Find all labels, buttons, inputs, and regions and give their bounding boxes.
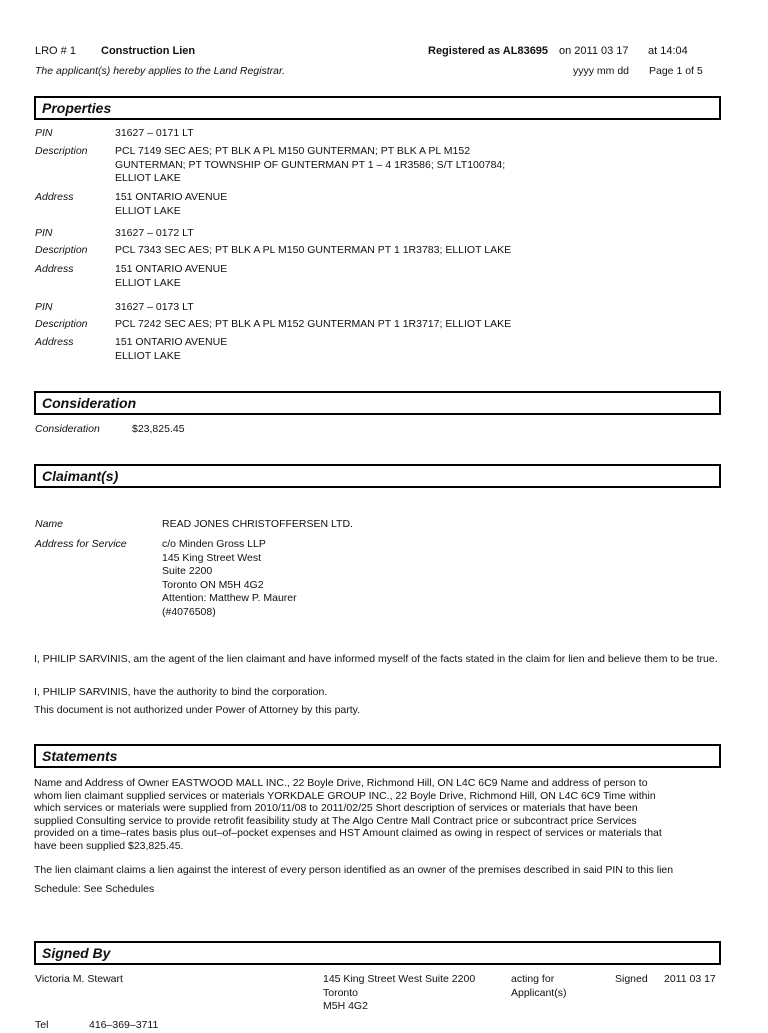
signer-name: Victoria M. Stewart (35, 973, 123, 985)
consideration-heading: Consideration (34, 391, 721, 415)
date-format: yyyy mm dd (573, 65, 630, 77)
description-label: Description (35, 244, 88, 256)
applicant-note: The applicant(s) hereby applies to the Land Registrar. (35, 65, 286, 77)
description-value: PCL 7149 SEC AES; PT BLK A PL M150 GUNTERMAN; PT BLK A PL M152 GUNTERMAN; PT TOWNSHIP OF GUNTERMAN PT 1 – 4 1R3586; S/T LT100784; ELLIOT LAKE (115, 145, 506, 184)
consideration-label: Consideration (35, 423, 100, 435)
registration-time: at 14:04 (648, 45, 688, 57)
document-type: Construction Lien (101, 45, 196, 57)
statements-body: Name and Address of Owner EASTWOOD MALL INC., 22 Boyle Drive, Richmond Hill, ON L4C 6C9 Name and address of person to whom lien claimant supplied services or materials YORKDALE GROUP INC., 22 Boyle Drive, Richmond Hill, ON L4C 6C9 Time within which services or materials were supplied from 2010/11/08 to 2011/02/25 Short description of services or materials that have been supplied Consulting service to provide retrofit feasibility study at The Algo Centre Mall Contract price or subcontract price Services provided on a time–rates basis plus out–of–pocket expenses and HST Amount claimed as owing in respect of services or materials that have been supplied $23,825.45. (34, 777, 662, 852)
description-label: Description (35, 318, 88, 330)
claimants-heading: Claimant(s) (34, 464, 721, 488)
address-label: Address (35, 191, 74, 203)
address-value: 151 ONTARIO AVENUE ELLIOT LAKE (115, 336, 228, 362)
authority-statement: I, PHILIP SARVINIS, have the authority to bind the corporation. (34, 686, 328, 698)
agent-statement: I, PHILIP SARVINIS, am the agent of the lien claimant and have informed myself of the facts stated in the claim for lien and believe them to be true. (34, 653, 718, 665)
schedule-note: Schedule: See Schedules (34, 883, 155, 895)
properties-heading: Properties (34, 96, 721, 120)
registration-number: Registered as AL83695 (428, 45, 549, 57)
pin-label: PIN (35, 227, 53, 239)
lien-claim-statement: The lien claimant claims a lien against the interest of every person identified as an owner of the premises described in said PIN to this lien (34, 864, 674, 876)
tel-label: Tel (35, 1019, 49, 1031)
registration-date: on 2011 03 17 (559, 45, 629, 57)
address-label: Address (35, 263, 74, 275)
lro-number: LRO # 1 (35, 45, 76, 57)
tel-value: 416–369–3711 (89, 1019, 159, 1031)
address-value: 151 ONTARIO AVENUE ELLIOT LAKE (115, 263, 228, 289)
address-value: 151 ONTARIO AVENUE ELLIOT LAKE (115, 191, 228, 217)
pin-label: PIN (35, 127, 53, 139)
pin-value: 31627 – 0171 LT (115, 127, 194, 139)
address-for-service-label: Address for Service (35, 538, 127, 550)
claimant-name: READ JONES CHRISTOFFERSEN LTD. (162, 518, 353, 530)
page-number: Page 1 of 5 (649, 65, 703, 77)
acting-for: acting for Applicant(s) (511, 973, 567, 999)
pin-value: 31627 – 0172 LT (115, 227, 194, 239)
address-label: Address (35, 336, 74, 348)
claimant-name-label: Name (35, 518, 64, 530)
address-for-service: c/o Minden Gross LLP 145 King Street West Suite 2200 Toronto ON M5H 4G2 Attention: Matthew P. Maurer (#4076508) (162, 538, 297, 618)
description-value: PCL 7242 SEC AES; PT BLK A PL M152 GUNTERMAN PT 1 1R3717; ELLIOT LAKE (115, 318, 512, 330)
power-of-attorney-statement: This document is not authorized under Power of Attorney by this party. (34, 704, 361, 716)
description-value: PCL 7343 SEC AES; PT BLK A PL M150 GUNTERMAN PT 1 1R3783; ELLIOT LAKE (115, 244, 512, 256)
signed-label: Signed (615, 973, 648, 985)
consideration-value: $23,825.45 (132, 423, 185, 435)
description-label: Description (35, 145, 88, 157)
signed-by-heading: Signed By (34, 941, 721, 965)
statements-heading: Statements (34, 744, 721, 768)
signed-date: 2011 03 17 (664, 973, 716, 985)
signer-address: 145 King Street West Suite 2200 Toronto M5H 4G2 (323, 973, 476, 1012)
pin-label: PIN (35, 301, 53, 313)
pin-value: 31627 – 0173 LT (115, 301, 194, 313)
